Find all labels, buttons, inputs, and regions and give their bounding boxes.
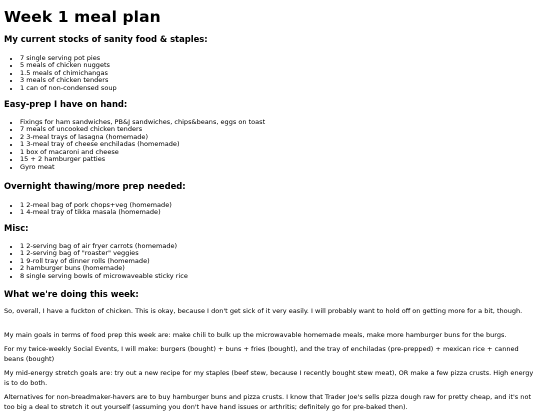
list-easy-prep [11, 119, 265, 171]
list-misc [11, 243, 188, 280]
list-overnight-thawing [11, 202, 172, 217]
list-item: • 1 can of non-condensed soup [20, 85, 117, 92]
paragraph-stretch-goals: My mid-energy stretch goals are: try out a new recipe for my staples (beef stew, because I recently bought stew meat), OR make a few pizza crusts. High energy is to do both. [4, 369, 534, 387]
paragraph-overall: So, overall, I have a fuckton of chicken. This is okay, because I don't get sick of it very easily. I will probably want to hold off on getting more for a bit, though. [4, 307, 523, 315]
list-item: • 7 single serving pot pies [20, 55, 117, 62]
list-item: • 8 single serving bowls of microwaveable sticky rice [20, 273, 188, 280]
list-item: • 1 2-meal bag of pork chops+veg (homemade) [20, 202, 172, 209]
list-item: • 1 box of macaroni and cheese [20, 149, 265, 156]
list-item: • 1 3-meal tray of cheese enchiladas (homemade) [20, 141, 265, 148]
paragraph-social-events: For my twice-weekly Social Events, I will make: burgers (bought) + buns + fries (bought), and the tray of enchiladas (pre-prepped) + mexican rice + canned beans (bought) [4, 345, 519, 363]
list-item: • 1 9-roll tray of dinner rolls (homemade) [20, 258, 188, 265]
heading-this-week: What we're doing this week: [4, 289, 139, 299]
list-item: • 1.5 meals of chimichangas [20, 70, 117, 77]
list-item: • 1 4-meal tray of tikka masala (homemade) [20, 209, 172, 216]
list-item: • 5 meals of chicken nuggets [20, 62, 117, 69]
heading-overnight-thawing: Overnight thawing/more prep needed: [4, 181, 186, 191]
paragraph-alternatives: Alternatives for non-breadmaker-havers are to buy hamburger buns and pizza crusts. I know that Trader Joe's sells pizza dough raw for pretty cheap, and it's not too big a deal to stretch it out yourself (assuming you don't have hand issues or arthritis; definitely go for pre-baked then). [4, 393, 532, 411]
list-item: • 1 2-serving bag of "roaster" veggies [20, 250, 188, 257]
list-item: • 2 3-meal trays of lasagna (homemade) [20, 134, 265, 141]
heading-current-stocks: My current stocks of sanity food & staples: [4, 34, 208, 44]
heading-easy-prep: Easy-prep I have on hand: [4, 99, 128, 109]
list-item: • 1 2-serving bag of air fryer carrots (homemade) [20, 243, 188, 250]
list-item: • Fixings for ham sandwiches, PB&J sandwiches, chips&beans, eggs on toast [20, 119, 265, 126]
list-item: • 3 meals of chicken tenders [20, 77, 117, 84]
page-title: Week 1 meal plan [4, 8, 161, 26]
list-item: • 7 meals of uncooked chicken tenders [20, 126, 265, 133]
list-item: • 2 hamburger buns (homemade) [20, 265, 188, 272]
list-item: • Gyro meat [20, 164, 265, 171]
heading-misc: Misc: [4, 223, 29, 233]
paragraph-main-goals: My main goals in terms of food prep this week are: make chili to bulk up the microwavable homemade meals, make more hamburger buns for the burgs. [4, 331, 507, 339]
list-current-stocks [11, 55, 117, 92]
list-item: • 15 + 2 hamburger patties [20, 156, 265, 163]
